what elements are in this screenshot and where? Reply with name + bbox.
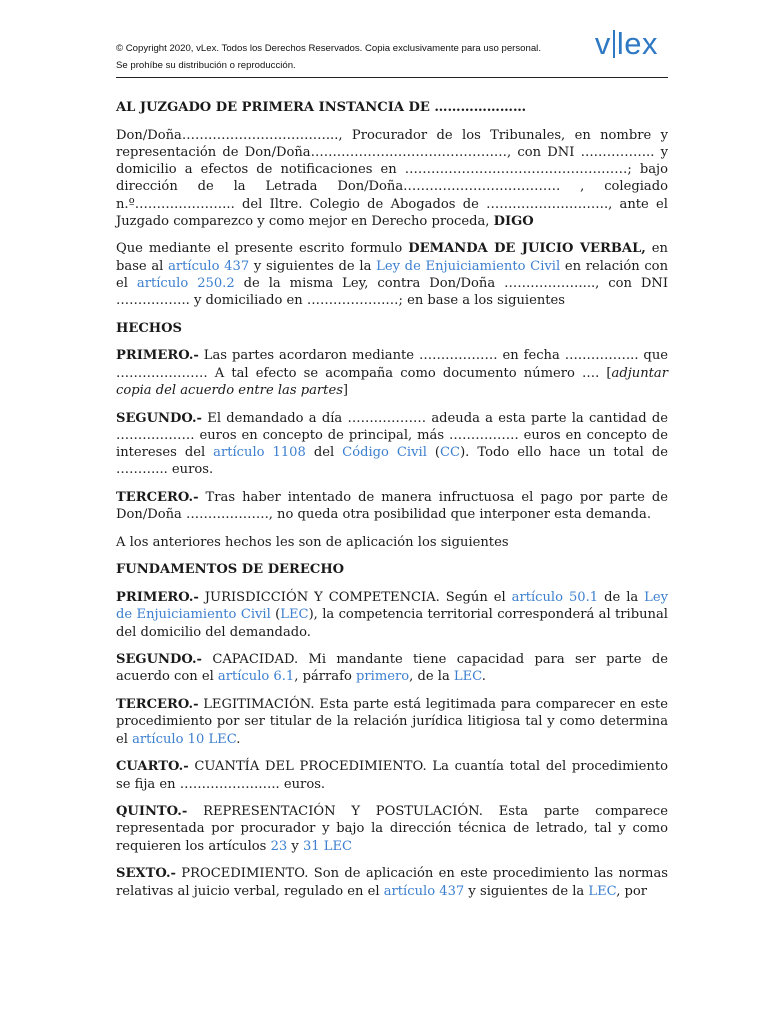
hecho-text: Las partes acordaron mediante ……………… en fecha …………….. que ………………… A tal efecto se acompaña como documento número …. [	[116, 348, 668, 381]
hecho-text: ]	[342, 382, 349, 398]
fundamento-tercero	[116, 696, 668, 748]
hecho-text: (	[426, 444, 441, 460]
fundamento-text: de la	[598, 590, 645, 606]
demanda-text: de la misma Ley, contra Don/Doña ………………..., con DNI …………….. y domiciliado en …………………; en base a los siguientes	[116, 275, 668, 309]
hechos-heading: HECHOS	[116, 320, 183, 336]
fundamento-text: y	[287, 838, 303, 854]
fundamento-cuarto	[116, 758, 668, 792]
hecho-primero	[116, 347, 668, 399]
fundamento-quinto	[116, 803, 668, 855]
fundamento-label: CUARTO.-	[116, 759, 189, 775]
link-articulo-1108[interactable]: artículo 1108	[213, 444, 306, 460]
link-articulo-437[interactable]: artículo 437	[383, 883, 465, 899]
link-articulo-250-2[interactable]: artículo 250.2	[136, 275, 235, 291]
link-31-lec[interactable]: 31 LEC	[302, 838, 353, 854]
copyright-line-2: Se prohíbe su distribución o reproducción.	[116, 60, 296, 71]
fundamento-sexto	[116, 865, 668, 899]
logo-divider	[613, 30, 615, 58]
hecho-label: TERCERO.-	[116, 489, 199, 505]
fundamento-text: .	[236, 731, 241, 747]
link-articulo-10-lec[interactable]: artículo 10 LEC	[132, 731, 237, 747]
logo-text-v: v	[594, 26, 611, 61]
hecho-italic-note: adjuntar copia del acuerdo entre las partes	[116, 365, 668, 398]
fundamento-text: y siguientes de la	[464, 883, 589, 899]
link-lec[interactable]: LEC	[280, 607, 309, 623]
hecho-text: ). Todo ello hace un total de ………... euros.	[116, 444, 668, 478]
hecho-label: PRIMERO.-	[116, 348, 199, 364]
hecho-segundo	[116, 410, 668, 479]
hecho-label: SEGUNDO.-	[116, 410, 202, 426]
fundamento-text: , de la	[409, 669, 454, 685]
fundamento-label: SEGUNDO.-	[116, 652, 202, 668]
demanda-text: en base al	[116, 241, 668, 274]
page-header	[116, 26, 668, 78]
vlex-logo[interactable]	[595, 26, 658, 62]
demanda-text: y siguientes de la	[249, 258, 377, 274]
intro-text: Don/Doña……………………………..., Procurador de los Tribunales, en nombre y representación de Don/Doña………………………………………, con DNI …………….. y domicilio a efectos de notificaciones en ……………………………………………; bajo dirección de la Letrada Don/Doña……………………………… , colegiado n.º………………….. del Iltre. Colegio de Abogados de ………………………., ante el Juzgado comparezco y como mejor en Derecho proceda,	[116, 127, 668, 229]
link-primero[interactable]: primero	[356, 669, 410, 685]
fundamento-label: PRIMERO.-	[116, 590, 199, 606]
fundamento-text: JURISDICCIÓN Y COMPETENCIA. Según el	[198, 590, 512, 606]
link-ley-enjuiciamiento-civil[interactable]: Ley de Enjuiciamiento Civil	[116, 590, 668, 623]
fundamentos-heading: FUNDAMENTOS DE DERECHO	[116, 562, 345, 578]
link-codigo-civil[interactable]: Código Civil	[342, 444, 427, 460]
link-lec[interactable]: LEC	[453, 669, 482, 685]
link-articulo-6-1[interactable]: artículo 6.1	[217, 669, 295, 685]
link-ley-enjuiciamiento-civil[interactable]: Ley de Enjuiciamiento Civil	[376, 258, 561, 274]
fundamento-text: , párrafo	[294, 669, 356, 685]
demanda-paragraph	[116, 240, 668, 309]
demanda-text: Que mediante el presente escrito formulo	[116, 241, 409, 257]
fundamento-label: TERCERO.-	[116, 697, 199, 713]
link-lec[interactable]: LEC	[588, 883, 617, 899]
fundamento-text: ), la competencia territorial corresponderá al tribunal del domicilio del demandado.	[116, 607, 668, 640]
hecho-text: El demandado a día ……………… adeuda a esta parte la cantidad de ……………… euros en concepto de principal, más ……………. euros en concepto de intereses del	[116, 410, 668, 460]
logo-text-lex: lex	[616, 26, 658, 61]
aplicacion-paragraph: A los anteriores hechos les son de aplicación los siguientes	[116, 534, 509, 550]
fundamento-text: .	[481, 669, 486, 685]
copyright-line-1: © Copyright 2020, vLex. Todos los Derechos Reservados. Copia exclusivamente para uso personal.	[116, 43, 541, 54]
fundamento-text: (	[270, 607, 281, 623]
hecho-text: Tras haber intentado de manera infructuosa el pago por parte de Don/Doña ………………., no queda otra posibilidad que interponer esta demanda.	[116, 489, 668, 523]
document-title: AL JUZGADO DE PRIMERA INSTANCIA DE …………………	[116, 100, 527, 115]
link-articulo-50-1[interactable]: artículo 50.1	[511, 590, 599, 606]
fundamento-text: PROCEDIMIENTO. Son de aplicación en este procedimiento las normas relativas al juicio verbal, regulado en el	[116, 866, 668, 899]
fundamento-text: CUANTÍA DEL PROCEDIMIENTO. La cuantía total del procedimiento se fija en ………………….. euros.	[116, 759, 668, 792]
fundamento-text: , por	[616, 883, 648, 899]
document-body	[116, 99, 668, 910]
fundamento-segundo	[116, 651, 668, 685]
hecho-text: del	[305, 444, 343, 460]
intro-digo: DIGO	[493, 213, 534, 229]
fundamento-text: LEGITIMACIÓN. Esta parte está legitimada para comparecer en este procedimiento por ser titular de la relación jurídica litigiosa tal y como determina el	[116, 697, 668, 747]
hecho-tercero	[116, 489, 668, 523]
fundamento-primero	[116, 589, 668, 641]
fundamento-label: QUINTO.-	[116, 804, 188, 820]
copyright-notice	[116, 40, 668, 74]
link-articulo-437[interactable]: artículo 437	[168, 258, 250, 274]
demanda-text: en relación con el	[116, 258, 668, 291]
link-cc[interactable]: CC	[440, 444, 461, 460]
demanda-bold: DEMANDA DE JUICIO VERBAL,	[408, 241, 646, 257]
fundamento-text: CAPACIDAD. Mi mandante tiene capacidad para ser parte de acuerdo con el	[116, 652, 668, 685]
fundamento-text: REPRESENTACIÓN Y POSTULACIÓN. Esta parte comparece representada por procurador y bajo la dirección técnica de letrado, tal y como requieren los artículos	[116, 804, 668, 854]
fundamento-label: SEXTO.-	[116, 866, 176, 882]
intro-paragraph	[116, 127, 668, 230]
link-articulo-23[interactable]: 23	[270, 838, 288, 854]
